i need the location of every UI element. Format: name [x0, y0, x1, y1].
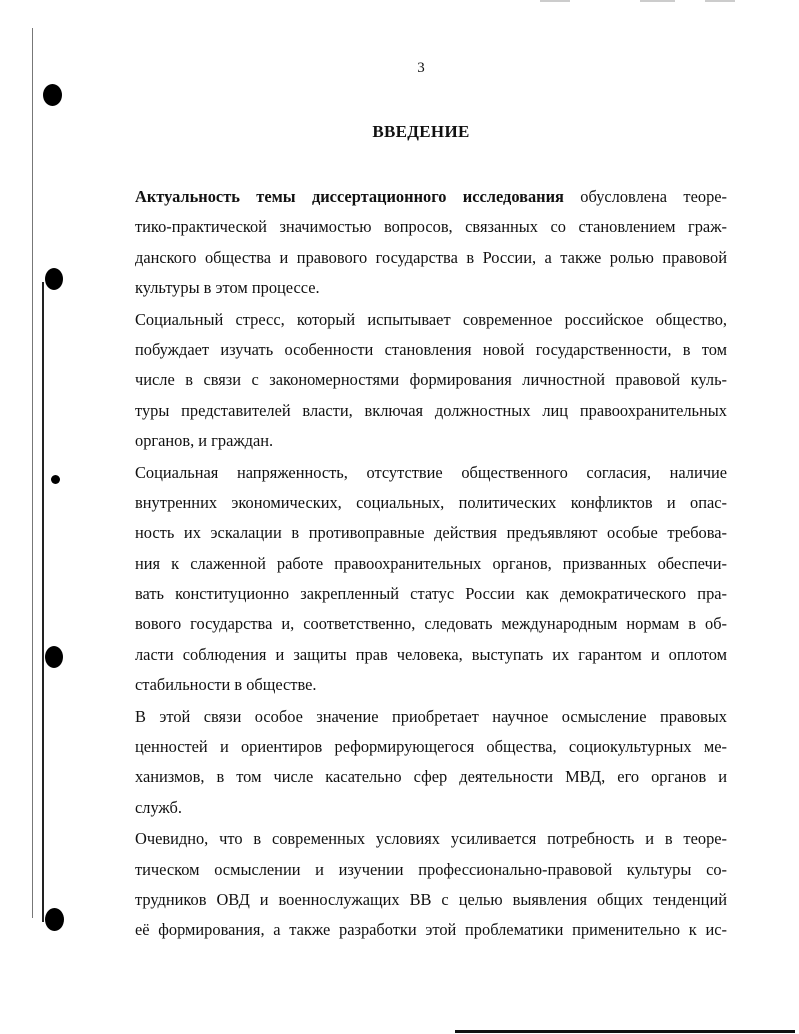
body-text [135, 182, 727, 947]
text-fragment: обусловлена теоре- [563, 187, 727, 206]
text-line [135, 182, 727, 212]
section-heading: ВВЕДЕНИЕ [372, 122, 470, 141]
top-edge-smudge [640, 0, 675, 2]
punch-hole [51, 475, 60, 484]
paragraph [135, 458, 727, 701]
emphasis-lead: Актуальность темы диссертационного исследования [135, 187, 564, 206]
paragraph [135, 305, 727, 457]
top-edge-smudge [540, 0, 570, 2]
text-line: побуждает изучать особенности становления новой государственности, в том [135, 339, 727, 359]
text-line: тическом осмыслении и изучении профессионально-правовой культуры со- [135, 859, 727, 879]
text-line: ценностей и ориентиров реформирующегося общества, социокультурных ме- [135, 737, 727, 757]
text-line: Социальный стресс, который испытывает современное российское общество, [135, 309, 727, 329]
text-line: трудников ОВД и военнослужащих ВВ с целью выявления общих тенденций [135, 889, 727, 909]
punch-hole [45, 268, 63, 290]
text-line: ния к слаженной работе правоохранительных органов, призванных обеспечи- [135, 553, 727, 573]
punch-hole [45, 908, 64, 931]
margin-line-inner [42, 282, 44, 922]
text-line: внутренних экономических, социальных, политических конфликтов и опас- [135, 492, 727, 512]
text-line: В этой связи особое значение приобретает научное осмысление правовых [135, 706, 727, 726]
text-line: туры представителей власти, включая должностных лиц правоохранительных [135, 400, 727, 420]
text-line: данского общества и правового государства в России, а также ролью правовой [135, 247, 727, 267]
punch-hole [45, 646, 63, 668]
bottom-edge-shadow [455, 1030, 795, 1033]
text-line: культуры в этом процессе. [135, 278, 320, 298]
text-line: тико-практической значимостью вопросов, связанных со становлением граж- [135, 217, 727, 237]
text-line: ласти соблюдения и защиты прав человека, выступать их гарантом и оплотом [135, 644, 727, 664]
margin-line-outer [32, 28, 33, 918]
text-line: служб. [135, 797, 182, 817]
page-number: 3 [417, 60, 425, 76]
text-line: органов, и граждан. [135, 431, 274, 451]
paragraph [135, 182, 727, 304]
punch-hole [43, 84, 62, 106]
text-line: вового государства и, соответственно, следовать международным нормам в об- [135, 614, 727, 634]
text-line: вать конституционно закрепленный статус России как демократического пра- [135, 584, 727, 604]
text-line: Социальная напряженность, отсутствие общественного согласия, наличие [135, 462, 727, 482]
top-edge-smudge [705, 0, 735, 2]
text-line: числе в связи с закономерностями формирования личностной правовой куль- [135, 370, 727, 390]
paragraph [135, 702, 727, 824]
text-line: ность их эскалации в противоправные действия предъявляют особые требова- [135, 523, 727, 543]
text-line: Очевидно, что в современных условиях усиливается потребность и в теоре- [135, 829, 727, 849]
text-line: стабильности в обществе. [135, 675, 317, 695]
paragraph [135, 824, 727, 946]
text-line: ханизмов, в том числе касательно сфер деятельности МВД, его органов и [135, 767, 727, 787]
text-line: её формирования, а также разработки этой проблематики применительно к ис- [135, 920, 727, 940]
